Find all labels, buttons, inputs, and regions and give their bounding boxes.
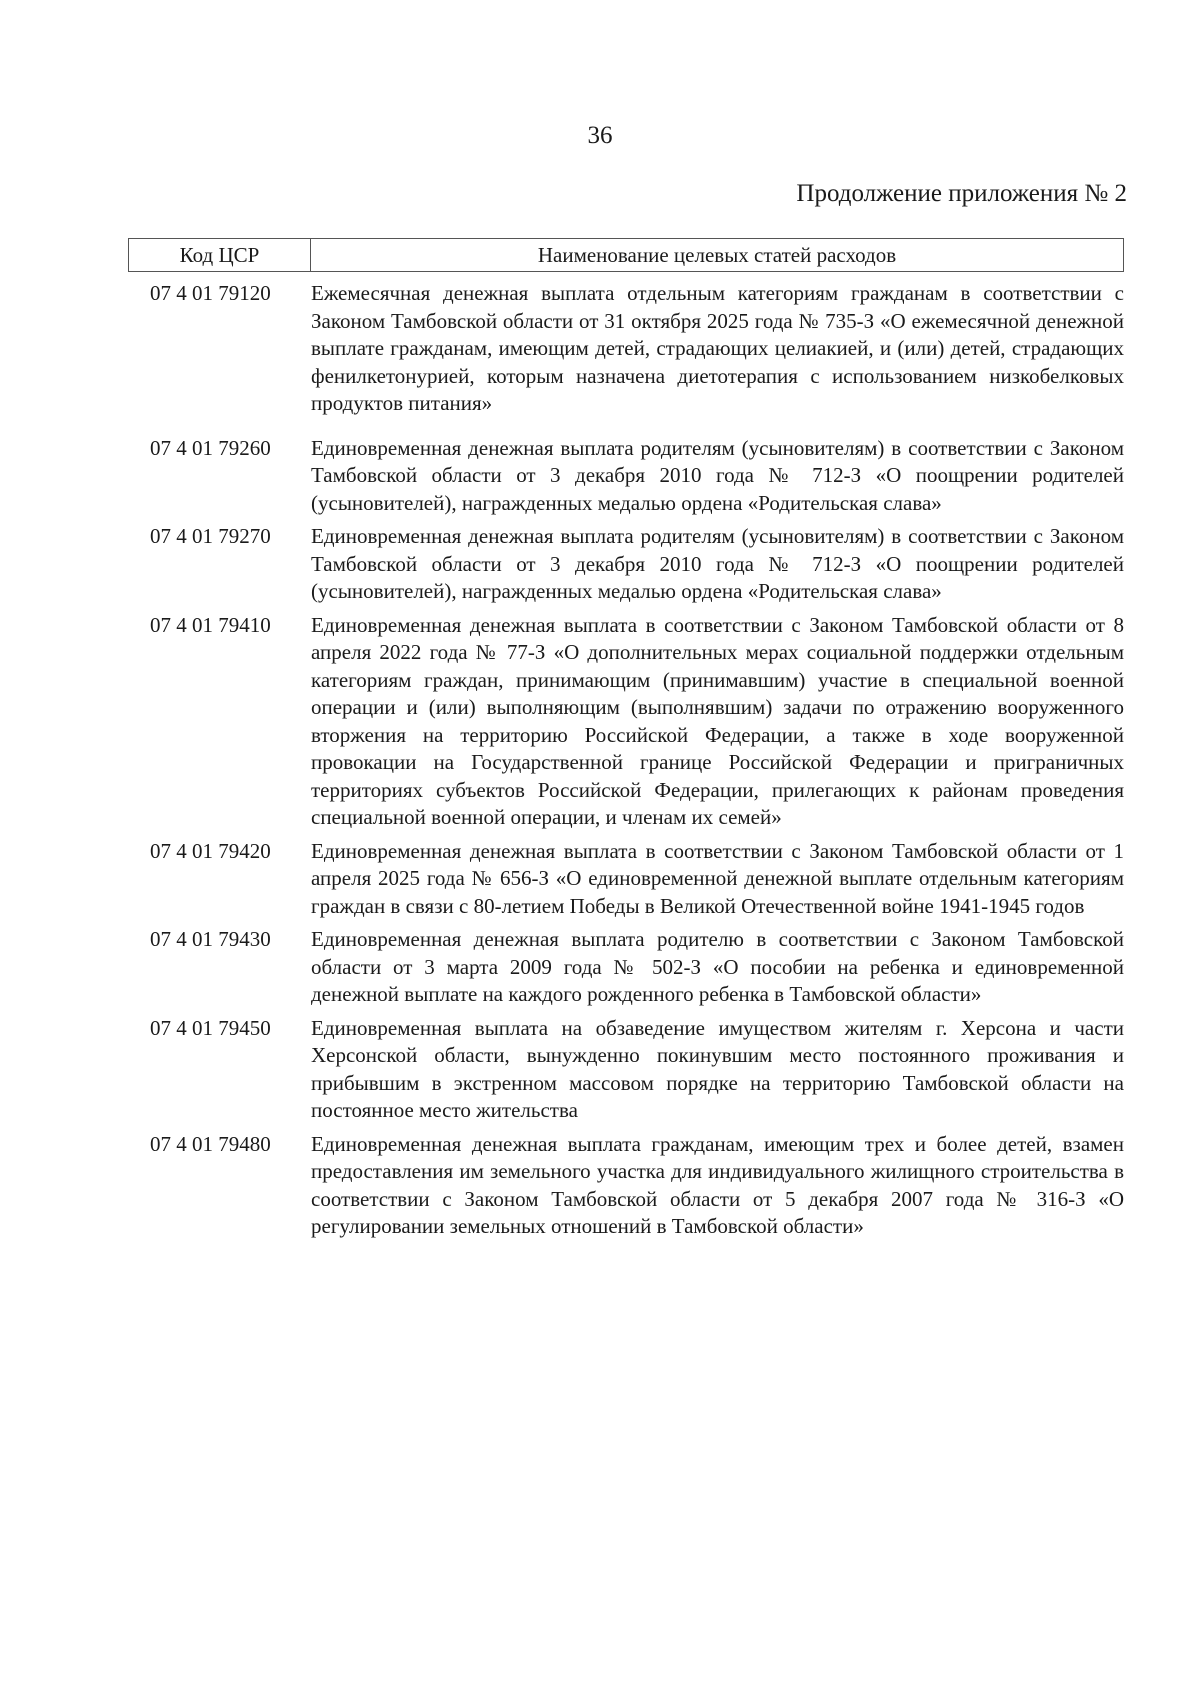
- row-description: Единовременная денежная выплата в соответствии с Законом Тамбовской области от 8 апреля 2022 года № 77-З «О дополнительных мерах социальной поддержки отдельным категориям граждан, принимающим (принимавшим) участие в специальной военной операции и (или) выполняющим (выполнявшим) задачи по отражению вооруженного вторжения на территорию Российской Федерации, а также в ходе вооруженной провокации на Государственной границе Российской Федерации и приграничных территориях субъектов Российской Федерации, прилегающих к районам проведения специальной военной операции, и членам их семей»: [311, 612, 1124, 829]
- table-row: [150, 612, 1124, 832]
- row-code: 07 4 01 79420: [150, 838, 271, 863]
- row-description: Единовременная денежная выплата родителям (усыновителям) в соответствии с Законом Тамбовской области от 3 декабря 2010 года № 712-З «О поощрении родителей (усыновителей), награжденных медалью ордена «Родительская слава»: [311, 524, 1124, 603]
- page-number: 36: [587, 122, 613, 149]
- row-description: Единовременная денежная выплата родителю в соответствии с Законом Тамбовской области от 3 марта 2009 года № 502-З «О пособии на ребенка и единовременной денежной выплате на каждого рожденного ребенка в Тамбовской области»: [311, 927, 1124, 1006]
- row-code: 07 4 01 79270: [150, 524, 271, 548]
- table-row: [150, 435, 1124, 518]
- header-name: Наименование целевых статей расходов: [537, 243, 897, 267]
- row-code: 07 4 01 79480: [150, 1131, 271, 1156]
- table-row: [150, 1131, 1124, 1241]
- table-header: [128, 238, 1124, 272]
- row-code: 07 4 01 79450: [150, 1015, 271, 1040]
- row-description: Единовременная денежная выплата гражданам, имеющим трех и более детей, взамен предоставления им земельного участка для индивидуального жилищного строительства в соответствии с Законом Тамбовской области от 5 декабря 2007 года № 316-З «О регулировании земельных отношений в Тамбовской области»: [311, 1131, 1124, 1238]
- table-row: [150, 926, 1124, 1009]
- table-body: [150, 280, 1124, 1241]
- row-code: 07 4 01 79120: [150, 281, 271, 305]
- table-row: [150, 280, 1124, 418]
- appendix-continuation-note: Продолжение приложения № 2: [796, 180, 1127, 207]
- row-code: 07 4 01 79410: [150, 612, 271, 637]
- row-description: Единовременная выплата на обзаведение имуществом жителям г. Херсона и части Херсонской области, вынужденно покинувшим место постоянного проживания и прибывшим в экстренном массовом порядке на территорию Тамбовской области на постоянное место жительства: [311, 1015, 1124, 1122]
- header-code: Код ЦСР: [129, 239, 311, 271]
- row-description: Единовременная денежная выплата родителям (усыновителям) в соответствии с Законом Тамбовской области от 3 декабря 2010 года № 712-З «О поощрении родителей (усыновителей), награжденных медалью ордена «Родительская слава»: [311, 435, 1124, 515]
- table-row: [150, 523, 1124, 606]
- row-code: 07 4 01 79430: [150, 927, 271, 951]
- row-description: Единовременная денежная выплата в соответствии с Законом Тамбовской области от 1 апреля 2025 года № 656-З «О единовременной денежной выплате отдельным категориям граждан в связи с 80-летием Победы в Великой Отечественной войне 1941-1945 годов: [311, 838, 1124, 918]
- row-description: Ежемесячная денежная выплата отдельным категориям гражданам в соответствии с Законом Тамбовской области от 31 октября 2025 года № 735-З «О ежемесячной денежной выплате гражданам, имеющим детей, страдающих целиакией, и (или) детей, страдающих фенилкетонурией, которым назначена диетотерапия с использованием низкобелковых продуктов питания»: [311, 281, 1124, 415]
- table-row: [150, 1015, 1124, 1125]
- table-row: [150, 838, 1124, 921]
- row-code: 07 4 01 79260: [150, 435, 271, 460]
